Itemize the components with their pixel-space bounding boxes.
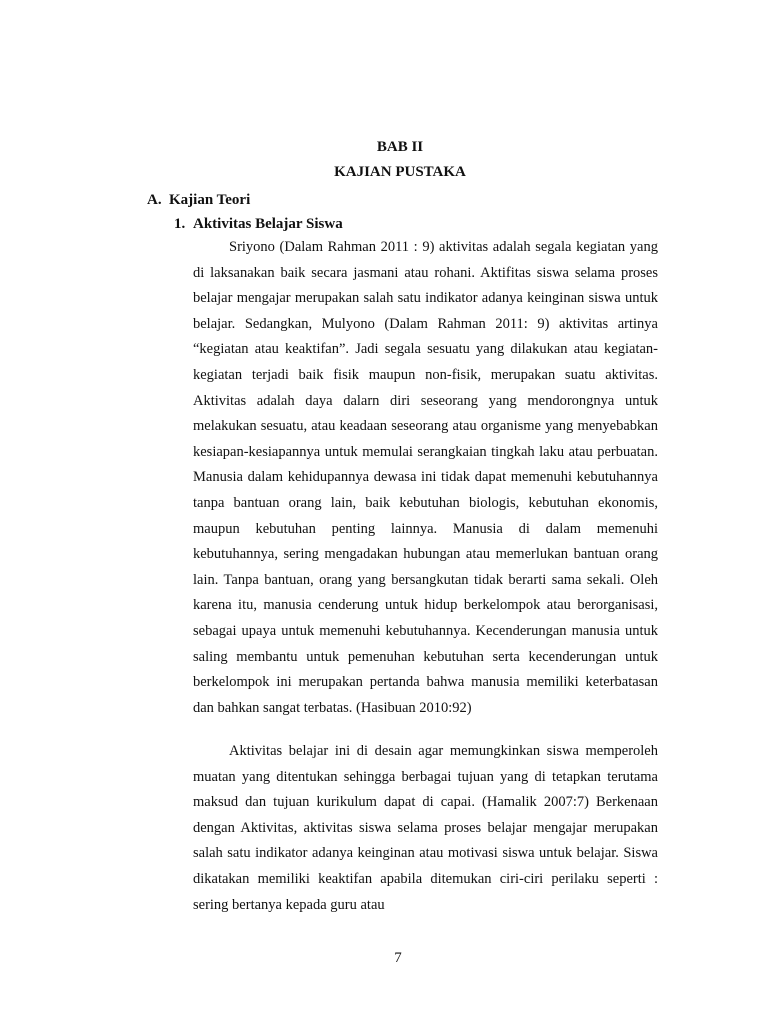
paragraph-1: Sriyono (Dalam Rahman 2011 : 9) aktivitas adalah segala kegiatan yang di laksanakan baik secara jasmani atau rohani. Aktifitas siswa selama proses belajar mengajar merupakan salah satu indikator adanya keinginan siswa untuk belajar. Sedangkan, Mulyono (Dalam Rahman 2011: 9) aktivitas artinya “kegiatan atau keaktifan”. Jadi segala sesuatu yang dilakukan atau kegiatan-kegiatan terjadi baik fisik maupun non-fisik, merupakan suatu aktivitas. Aktivitas adalah daya dalarn diri seseorang yang mendorongnya untuk melakukan sesuatu, atau keadaan seseorang atau organisme yang menyebabkan kesiapan-kesiapannya untuk memulai serangkaian tingkah laku atau perbuatan. Manusia dalam kehidupannya dewasa ini tidak dapat memenuhi kebutuhannya tanpa bantuan orang lain, baik kebutuhan biologis, kebutuhan ekonomis, maupun kebutuhan penting lainnya. Manusia di dalam memenuhi kebutuhannya, sering mengadakan hubungan atau memerlukan bantuan orang lain. Tanpa bantuan, orang yang bersangkutan tidak berarti sama sekali. Oleh karena itu, manusia cenderung untuk hidup berkelompok atau berorganisasi, sebagai upaya untuk memenuhi kebutuhannya. Kecenderungan manusia untuk saling membantu untuk pemenuhan kebutuhan serta kecenderungan untuk berkelompok ini merupakan pertanda bahwa manusia memiliki keterbatasan dan bahkan sangat terbatas. (Hasibuan 2010:92) xyxy=(193,239,658,716)
page-number: 7 xyxy=(394,950,402,966)
chapter-title: KAJIAN PUSTAKA xyxy=(334,164,466,180)
paragraph-2: Aktivitas belajar ini di desain agar memungkinkan siswa memperoleh muatan yang ditentukan sehingga berbagai tujuan yang di tetapkan terutama maksud dan tujuan kurikulum dapat di capai. (Hamalik 2007:7) Berkenaan dengan Aktivitas, aktivitas siswa selama proses belajar mengajar merupakan salah satu indikator adanya keinginan atau motivasi siswa untuk belajar. Siswa dikatakan memiliki keaktifan apabila ditemukan ciri-ciri perilaku seperti : sering bertanya kepada guru atau xyxy=(193,743,658,913)
chapter-number: BAB II xyxy=(376,139,424,155)
section-heading xyxy=(147,190,250,210)
section-title: Kajian Teori xyxy=(169,192,251,208)
subsection-marker: 1. xyxy=(174,216,186,232)
section-marker: A. xyxy=(147,192,162,208)
subsection-heading xyxy=(174,214,343,234)
subsection-title: Aktivitas Belajar Siswa xyxy=(193,216,343,232)
